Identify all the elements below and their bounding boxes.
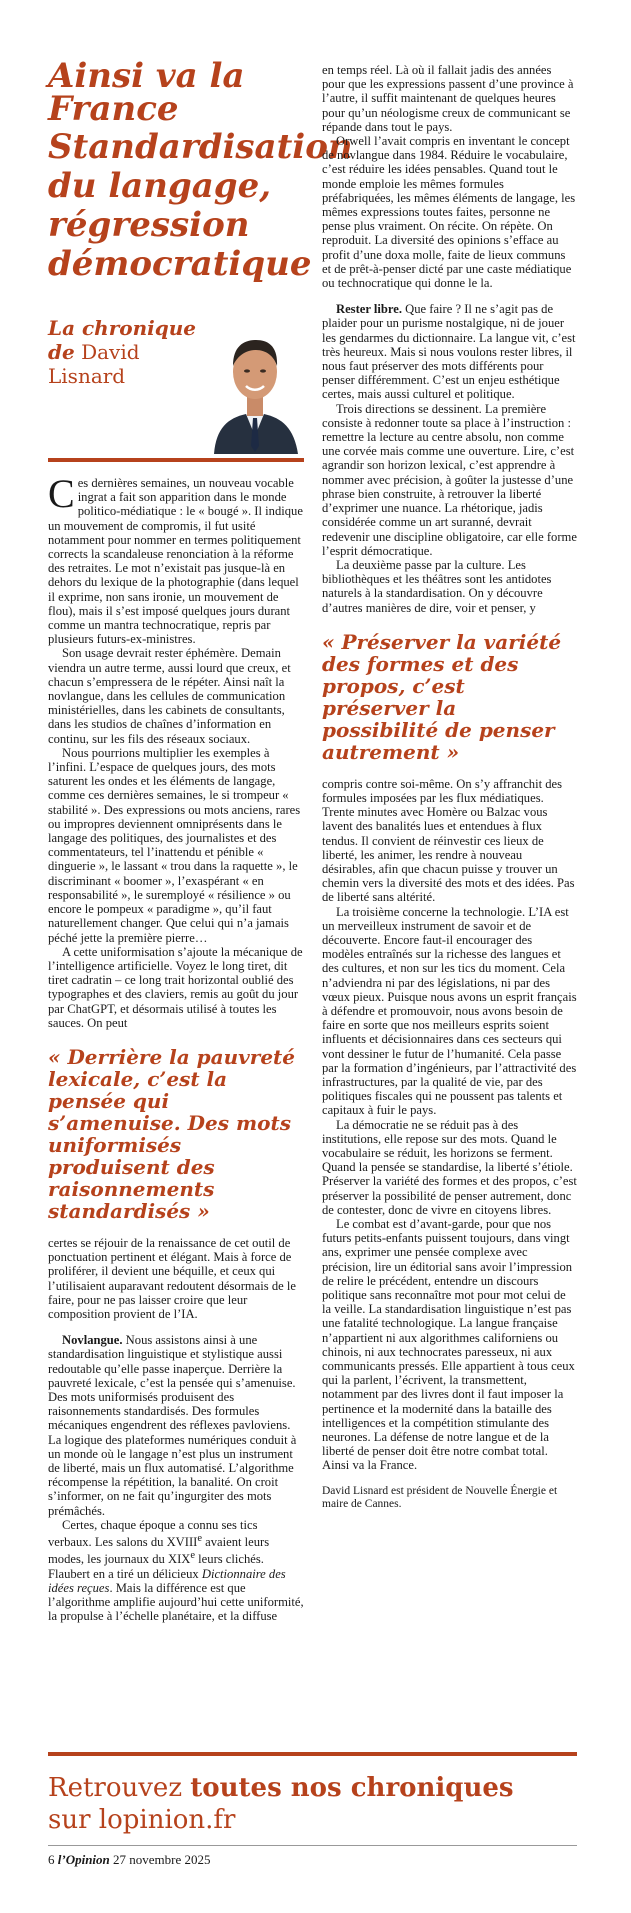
promo-bold: toutes nos chroniques [190, 1773, 514, 1803]
left-column [48, 56, 353, 1624]
paragraph: Orwell l’avait compris en inventant le concept de novlangue dans 1984. Réduire le vocabulaire, c’est réduire les idées pensables. Quand tout le monde emploie les mêmes formules préfabriquées, les mêmes éléments de langage, les mêmes expressions toutes faites, personne ne pense plus vraiment. On récite. On répète. On reproduit. La diversité des opinions s’efface au profit d’une doxa molle, faite de lieux communs et de prêt-à-penser dicté par une caste médiatique ou technocratique qui donne le la. [322, 134, 576, 291]
paragraph: Nous pourrions multiplier les exemples à l’infini. L’espace de quelques jours, des mots saturent les ondes et les éléments de langage, comme ces dernières semaines, le si trompeur « stabilité ». Des expressions ou mots anciens, rares ou impropres deviennent omniprésents dans le langage des politiques, des journalistes et des commentateurs, tel l’inattendu et pénible « dinguerie », le lassant « trou dans la raquette », le discriminant « boomer », l’exaspérant « en responsabilité », le suremployé « résilience » ou encore le pompeux « paradigme », qu’il faut naturellement changer. Que celui qui n’a jamais péché jette la première pierre… [48, 745, 301, 945]
byline-label: La chronique [48, 316, 196, 340]
folio [48, 1852, 211, 1868]
paragraph-text: Que faire ? Il ne s’agit pas de plaider pour un purisme nostalgique, ni de jouer les gendarmes du dictionnaire. La langue vit, c’est très heureux. Mais si nous voulons rester libres, il nous faut préserver des mots différents pour penser différemment. C’est un enjeu esthétique certes, mais aussi culturel et politique. [322, 302, 576, 402]
text: Certes, chaque époque a connu ses tics verbaux. Les salons du XVIII [48, 1517, 258, 1550]
author-bio: David Lisnard est président de Nouvelle Énergie et maire de Cannes. [322, 1484, 558, 1510]
paragraph-text: Nous assistons ainsi à une standardisation linguistique et stylistique aussi redoutable qu’elle passe inaperçue. Derrière la pauvreté lexicale, c’est la pensée qui s’amenuise. Des mots uniformisés produisent des raisonnements standardisés. Des formules mécaniques engendrent des réflexes pavloviens. La logique des plateformes numériques conduit à un monde où le langage n’est plus un instrument de liberté, mais un flux automatisé. L’algorithme récompense la répétition, la banalité. On croit s’informer, on ne fait qu’ingurgiter des mots prémâchés. [48, 1333, 297, 1518]
pull-quote: « Derrière la pauvreté lexicale, c’est la pensée qui s’amenuise. Des mots uniformisés produisent des raisonnements standardisés » [48, 1044, 296, 1223]
promo-line-1 [48, 1772, 577, 1804]
paragraph: A cette uniformisation s’ajoute la mécanique de l’intelligence artificielle. Voyez le long tiret, dit tiret cadratin – ce long trait horizontal oublié des typographes et des claviers, remis au goût du jour par ChatGPT, et désormais utilisé à toutes les sauces. On peut [48, 944, 303, 1030]
paragraph: Trois directions se dessinent. La première consiste à redonner toute sa place à l’instruction : remettre la lecture au centre absolu, non comme une corvée mais comme une ouverture. Lire, c’est agrandir son horizon lexical, c’est apprendre à nommer avec précision, à goûter la justesse d’une phrase bien construite, à retrouver la liberté d’exprimer une nuance. La rhétorique, jadis considérée comme un art suranné, devrait redevenir une discipline obligatoire, car elle forme l’esprit démocratique. [322, 401, 577, 558]
paragraph: compris contre soi-même. On s’y affranchit des formules imposées par les flux médiatiques. Trente minutes avec Homère ou Balzac vous lavent des banalités lues et entendues à flux tendus. Il convient de réinvestir ces lieux de liberté, les animer, les rendre à nouveau désirables, afin que chacun puisse y trouver un chemin vers la diversité des mots et des idées. Pas de liberté sans altérité. [322, 776, 575, 905]
drop-cap: C [48, 471, 75, 516]
issue-date: 27 novembre 2025 [113, 1852, 211, 1867]
superscript: e [190, 1550, 196, 1562]
footer-rule [48, 1752, 577, 1756]
byline-de: de [48, 340, 75, 364]
byline-first-name: David [81, 340, 140, 364]
rubric-kicker: Ainsi va la France [48, 56, 245, 129]
paragraph: Le combat est d’avant-garde, pour que nos futurs petits-enfants puissent toujours, dans vingt ans, exprimer une pensée complexe avec précision, lire un éditorial sans avoir l’impression de relire le précédent, entendre un discours politique sans reconnaître mot pour mot celui de la veille. La standardisation linguistique n’est pas une fatalité technologique. La langue française n’appartient ni aux algorithmes californiens ou chinois, ni aux technocrates paresseux, ni aux communicants pressés. Elle appartient à tous ceux qui la parlent, l’écrivent, la transmettent, notamment par des livres dont il faut imposer la pertinence et la modernité dans la bataille des intelligences et la compétition stimulante des neurones. La défense de notre langue et de la liberté de penser doit être notre combat total. Ainsi va la France. [322, 1217, 575, 1473]
paragraph [48, 1518, 304, 1624]
article-body-left [48, 471, 304, 1030]
promo-link[interactable]: sur lopinion.fr [48, 1805, 236, 1835]
paragraph: La deuxième passe par la culture. Les bibliothèques et les théâtres sont les antidotes naturels à la standardisation. On y découvre d’autres manières de dire, voir et penser, y [322, 557, 552, 615]
paragraph [48, 471, 304, 647]
promo-lead: Retrouvez [48, 1773, 191, 1803]
byline-rule [48, 458, 304, 462]
paragraph: en temps réel. Là où il fallait jadis des années pour que les expressions passent d’une province à l’autre, il suffit maintenant de quelques heures pour qu’un néologisme creux de communicant se répande dans tout le pays. [322, 63, 574, 134]
article-body-right [322, 63, 577, 615]
byline-last-name: Lisnard [48, 364, 126, 388]
text: avaient leurs modes, les journaux du XIX [48, 1535, 270, 1567]
book-title: Dictionnaire des idées reçues [48, 1566, 286, 1595]
promo-block[interactable] [48, 1772, 577, 1836]
byline-block [48, 316, 304, 454]
article-body-left-continued [48, 1236, 304, 1624]
subhead-rester-libre: Rester libre. [336, 302, 402, 317]
paragraph: certes se réjouir de la renaissance de cet outil de ponctuation pertinent et élégant. Mais à force de proliférer, il devient une béquille, et ceux qui l’utilisaient auparavant redoutent désormais de le faire, pour ne pas laisser croire que leur composition provient de l’IA. [48, 1235, 296, 1321]
subhead-novlangue: Novlangue. [62, 1333, 123, 1348]
superscript: e [197, 1532, 203, 1544]
paragraph: La démocratie ne se réduit pas à des institutions, elle repose sur des mots. Quand le vocabulaire se réduit, les horizons se ferment. Quand la pensée se standardise, la liberté s’étiole. Préserver la variété des formes et des propos, c’est préserver la possibilité de penser autrement, donc de contester, donc de vivre en citoyens libres. [322, 1117, 577, 1217]
headline: Standardisation du langage, régression démocratique [48, 127, 353, 284]
paragraph: Son usage devrait rester éphémère. Demain viendra un autre terme, aussi lourd que creux, et chacun s’empressera de le répéter. Ainsi naît la novlangue, dans les cellules de communication ministérielles, dans les cabinets de consultants, dans les studios de chaînes d’information en continu, sur les fils des réseaux sociaux. [48, 646, 291, 746]
pull-quote: « Préserver la variété des formes et des propos, c’est préserver la possibilité de penser autrement » [322, 629, 562, 764]
paragraph-text: es dernières semaines, un nouveau vocable ingrat a fait son apparition dans le monde politico-médiatique : le « bougé ». Il indique un mouvement de compromis, il fut usité notamment pour nommer en termes politiquement corrects la scandaleuse renonciation à la réforme des retraites. Le mot n’existait pas jusque-là en dehors du lexique de la photographie (dans lequel il exprime, non sans ironie, un mouvement de flou), mais il s’est imposé quelques jours durant comme un mantra technocratique, repris par plusieurs futurs-ex-ministres. [48, 476, 303, 647]
text: leurs clichés. Flaubert en a tiré un délicieux [48, 1552, 264, 1581]
paragraph [322, 302, 577, 401]
page-number: 6 [48, 1852, 55, 1867]
text: . Mais la différence est que l’algorithme amplifie aujourd’hui cette uniformité, la propulse à l’échelle planétaire, et la diffuse [48, 1580, 304, 1624]
folio-rule [48, 1845, 577, 1846]
author-portrait [206, 316, 304, 454]
paragraph [48, 1333, 304, 1518]
brand-logo: l’Opinion [57, 1852, 110, 1867]
right-column [322, 63, 577, 1511]
article-body-right-continued [322, 777, 577, 1473]
paragraph: La troisième concerne la technologie. L’IA est un merveilleux instrument de savoir et de découverte. Encore faut-il encourager des modèles entraînés sur la richesse des langues et des cultures, et non sur les tics du moment. Cela n’adviendra ni par des législations, ni par des vœux pieux. Puisque nous avons un esprit français à défendre et promouvoir, nous avons besoin de faire en sorte que nos meilleurs esprits soient influents et décisionnaires dans ces secteurs qui vont dessiner le futur de l’humanité. Cela passe par la formation d’ingénieurs, par l’attractivité des infrastructures, par la qualité de vie, par des politiques fiscales qui ne poussent pas talents et capitaux à fuir le pays. [322, 904, 577, 1118]
